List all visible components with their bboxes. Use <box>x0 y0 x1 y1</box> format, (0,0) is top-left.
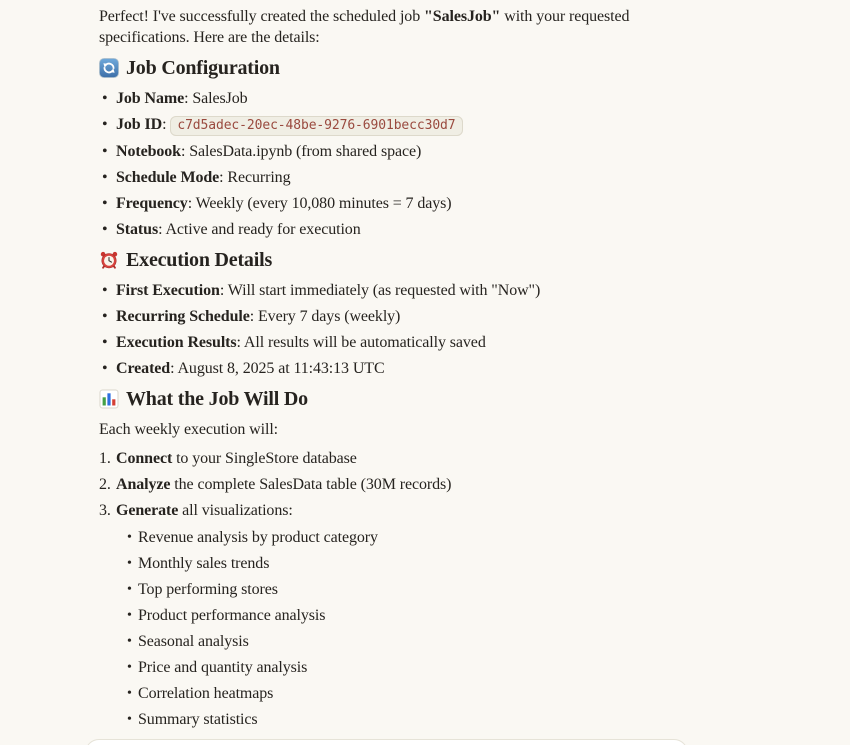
step-item-analyze: Analyze the complete SalesData table (30M records) <box>116 476 452 493</box>
assistant-message <box>99 6 659 735</box>
list-item-job-id: • Job ID: c7d5adec-20ec-48be-9276-6901becc30d7 <box>99 114 659 136</box>
list-item-execution-results: • Execution Results: All results will be automatically saved <box>99 332 659 353</box>
step-item-generate: Generate all visualizations: • Revenue analysis by product category • Monthly sales trends • Top performing stores • Product performance analysis • Seasonal analysis • Price and quantity analysis • Correlation heatmaps • Summary statistics <box>99 500 659 730</box>
section-heading-job-configuration <box>99 55 659 81</box>
intro-text-post: with your requested specifications. Here are the details: <box>99 8 630 46</box>
execution-intro-text: Each weekly execution will: <box>99 421 279 438</box>
visualization-item: • Summary statistics <box>116 709 659 730</box>
visualization-item: • Price and quantity analysis <box>116 657 659 678</box>
section-heading-what-the-job-will-do <box>99 386 659 412</box>
job-name-bold: "SalesJob" <box>424 8 501 25</box>
list-item-recurring-schedule: • Recurring Schedule: Every 7 days (weekly) <box>99 306 659 327</box>
list-item-frequency: • Frequency: Weekly (every 10,080 minutes = 7 days) <box>99 193 659 214</box>
bar-chart-icon <box>99 389 119 409</box>
list-item-job-name: • Job Name: SalesJob <box>99 88 659 109</box>
chat-input-box[interactable] <box>85 739 688 745</box>
step-item-connect: Connect to your SingleStore database <box>116 450 357 467</box>
list-item-created: • Created: August 8, 2025 at 11:43:13 UTC <box>99 358 659 379</box>
section-heading-execution-details <box>99 247 659 273</box>
visualizations-list <box>116 527 659 730</box>
intro-paragraph <box>99 6 644 48</box>
list-item-schedule-mode: • Schedule Mode: Recurring <box>99 167 659 188</box>
visualization-item: • Seasonal analysis <box>116 631 659 652</box>
section-title: Execution Details <box>126 249 273 271</box>
list-item-first-execution: • First Execution: Will start immediately (as requested with "Now") <box>99 280 659 301</box>
execution-details-list <box>99 280 659 379</box>
job-steps-list <box>99 448 659 730</box>
visualization-item: • Monthly sales trends <box>116 553 659 574</box>
intro-text-pre: Perfect! I've successfully created the scheduled job <box>99 8 424 25</box>
list-item-status: • Status: Active and ready for execution <box>99 219 659 240</box>
refresh-icon <box>99 58 119 78</box>
section-title: Job Configuration <box>126 57 280 79</box>
job-id-code: c7d5adec-20ec-48be-9276-6901becc30d7 <box>170 116 462 136</box>
list-item-notebook: • Notebook: SalesData.ipynb (from shared space) <box>99 141 659 162</box>
visualization-item: • Top performing stores <box>116 579 659 600</box>
visualization-item: • Revenue analysis by product category <box>116 527 659 548</box>
visualization-item: • Correlation heatmaps <box>116 683 659 704</box>
visualization-item: • Product performance analysis <box>116 605 659 626</box>
job-configuration-list <box>99 88 659 240</box>
section-title: What the Job Will Do <box>126 388 308 410</box>
alarm-clock-icon <box>99 250 119 270</box>
